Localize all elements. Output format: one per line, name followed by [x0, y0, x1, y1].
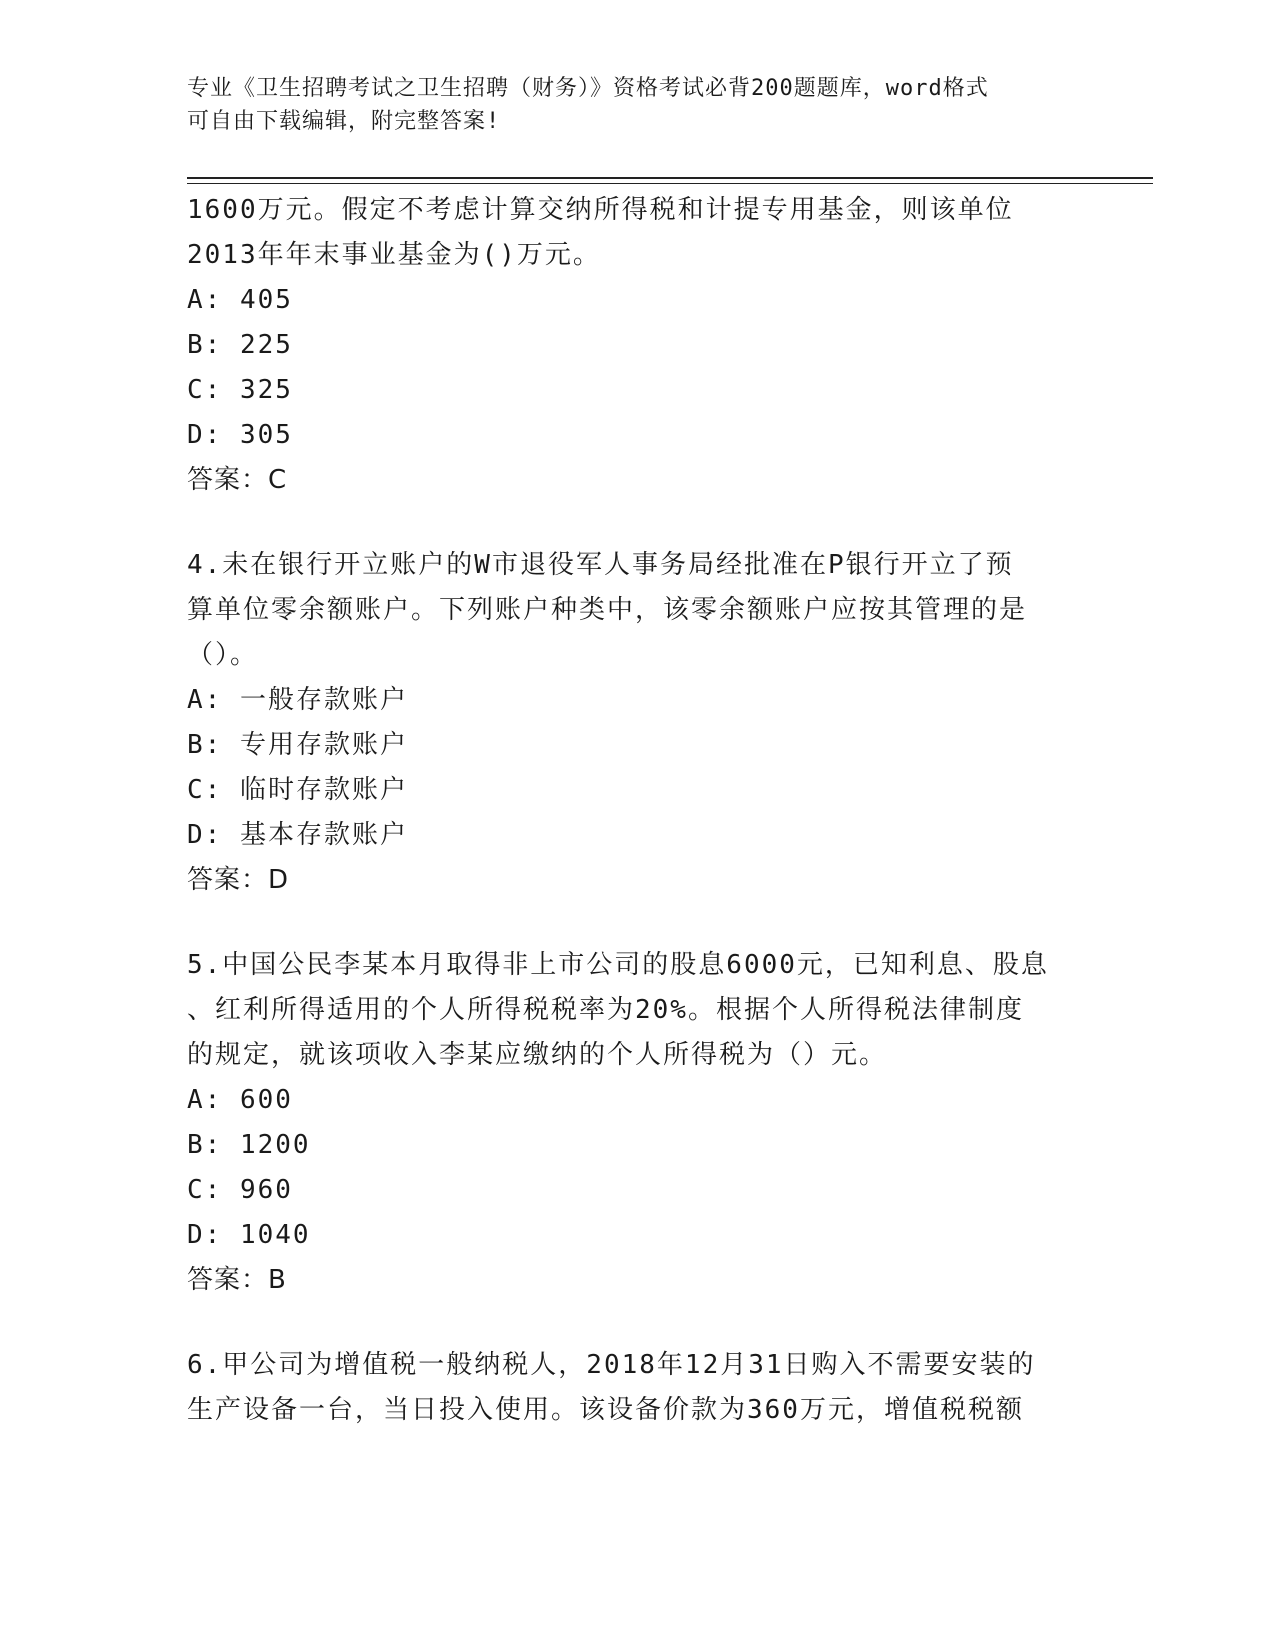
question-stem-line: 算单位零余额账户。下列账户种类中，该零余额账户应按其管理的是 — [187, 595, 1028, 625]
option-a: A: 600 — [187, 1085, 293, 1115]
option-b: B: 225 — [187, 330, 293, 360]
question-stem-line: 5.中国公民李某本月取得非上市公司的股息6000元，已知利息、股息 — [187, 950, 1049, 980]
question-stem-line: 、红利所得适用的个人所得税税率为20%。根据个人所得税法律制度 — [187, 995, 1024, 1025]
document-header — [187, 72, 1067, 138]
option-a: A: 一般存款账户 — [187, 685, 408, 715]
question-stem-line: 1600万元。假定不考虑计算交纳所得税和计提专用基金，则该单位 — [187, 195, 1014, 225]
option-d: D: 1040 — [187, 1220, 311, 1250]
question-3 — [187, 188, 1087, 503]
header-line-1: 专业《卫生招聘考试之卫生招聘（财务）》资格考试必背200题题库，word格式 — [187, 76, 989, 101]
option-d: D: 基本存款账户 — [187, 820, 408, 850]
question-5 — [187, 943, 1087, 1303]
option-b: B: 1200 — [187, 1130, 311, 1160]
option-c: C: 960 — [187, 1175, 293, 1205]
header-rule-thin — [187, 183, 1153, 184]
option-a: A: 405 — [187, 285, 293, 315]
question-stem-line: 2013年年末事业基金为()万元。 — [187, 240, 601, 270]
question-stem-line: 4.未在银行开立账户的W市退役军人事务局经批准在P银行开立了预 — [187, 550, 1014, 580]
option-d: D: 305 — [187, 420, 293, 450]
document-body — [187, 188, 1087, 1433]
question-stem-line: 6.甲公司为增值税一般纳税人，2018年12月31日购入不需要安装的 — [187, 1350, 1036, 1380]
option-c: C: 325 — [187, 375, 293, 405]
answer-line: 答案：B — [187, 1265, 287, 1295]
option-c: C: 临时存款账户 — [187, 775, 408, 805]
question-6 — [187, 1343, 1087, 1433]
question-stem-line: 生产设备一台，当日投入使用。该设备价款为360万元，增值税税额 — [187, 1395, 1024, 1425]
header-line-2: 可自由下载编辑，附完整答案! — [187, 109, 501, 134]
answer-line: 答案：C — [187, 465, 288, 495]
question-stem-line: （）。 — [187, 640, 259, 670]
option-b: B: 专用存款账户 — [187, 730, 408, 760]
question-4 — [187, 543, 1087, 903]
header-rule-thick — [187, 177, 1153, 179]
question-stem-line: 的规定，就该项收入李某应缴纳的个人所得税为（）元。 — [187, 1040, 888, 1070]
answer-line: 答案：D — [187, 865, 290, 895]
